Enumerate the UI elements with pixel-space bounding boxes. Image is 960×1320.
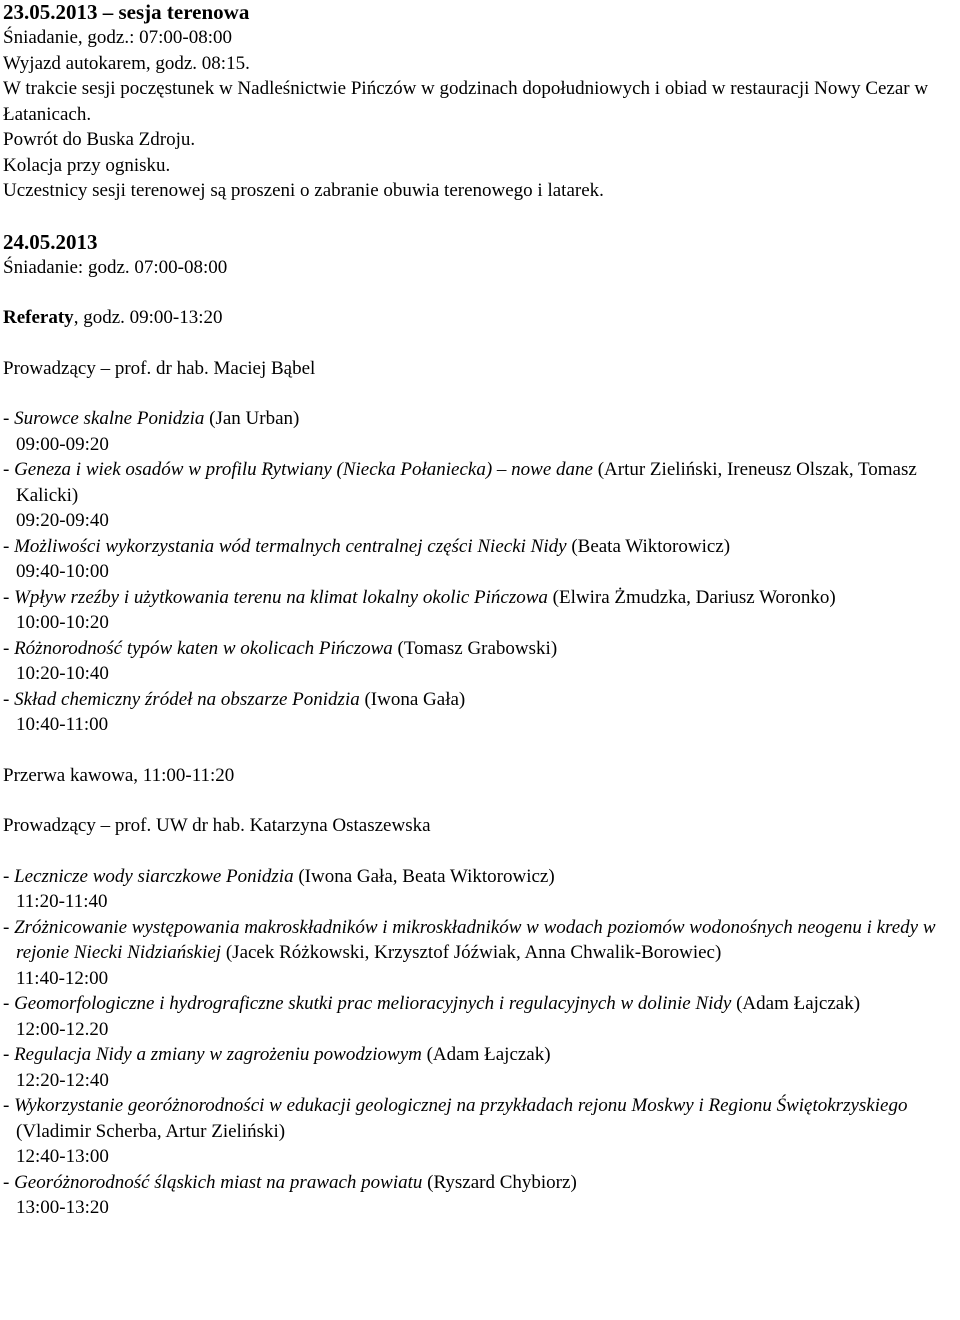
talk-title: Wpływ rzeźby i użytkowania terenu na klimat lokalny okolic Pińczowa bbox=[14, 586, 548, 608]
talk-entry: - Różnorodność typów katen w okolicach Pińczowa (Tomasz Grabowski) bbox=[3, 637, 558, 659]
talk-authors: (Vladimir Scherba, Artur Zieliński) bbox=[16, 1120, 286, 1142]
day1-line: Powrót do Buska Zdroju. bbox=[3, 129, 196, 150]
talk-title: Geomorfologiczne i hydrograficzne skutki prac melioracyjnych i regulacyjnych w dolinie Nidy bbox=[14, 993, 732, 1014]
talk-authors: (Iwona Gała, Beata Wiktorowicz) bbox=[293, 865, 555, 887]
talk-authors: (Elwira Żmudzka, Dariusz Woronko) bbox=[547, 586, 836, 608]
talk-authors: (Beata Wiktorowicz) bbox=[566, 535, 731, 557]
day2-breakfast: Śniadanie: godz. 07:00-08:00 bbox=[3, 256, 228, 278]
talk-entry: - Wpływ rzeźby i użytkowania terenu na klimat lokalny okolic Pińczowa (Elwira Żmudzka, Dariusz Woronko) bbox=[3, 586, 836, 608]
talk-time: 10:40-11:00 bbox=[16, 714, 109, 735]
talk-title: Surowce skalne Ponidzia bbox=[14, 408, 205, 429]
talk-entry: - Georóżnorodność śląskich miast na prawach powiatu (Ryszard Chybiorz) bbox=[3, 1171, 577, 1193]
talk-title: Zróżnicowanie występowania makroskładników i mikroskładników w wodach poziomów wodonośnych neogenu i kredy w rejonie Niecki Nidziańskiej bbox=[14, 916, 936, 963]
session1-talks bbox=[3, 406, 960, 738]
session2-talks bbox=[3, 864, 960, 1221]
day1-line: Kolacja przy ognisku. bbox=[3, 154, 171, 176]
day1-line: Śniadanie, godz.: 07:00-08:00 bbox=[3, 27, 233, 48]
talk-authors: (Adam Łajczak) bbox=[421, 1044, 551, 1065]
session1-chair: Prowadzący – prof. dr hab. Maciej Bąbel bbox=[3, 357, 316, 379]
talk-authors: (Tomasz Grabowski) bbox=[392, 637, 558, 659]
talk-entry: - Zróżnicowanie występowania makroskładników i mikroskładników w wodach poziomów wodonośnych neogenu i kredy w rejonie Niecki Nidziańskiej (Jacek Różkowski, Krzysztof Jóźwiak, Anna Chwalik-Borowiec) bbox=[3, 916, 936, 963]
coffee-break: Przerwa kawowa, 11:00-11:20 bbox=[3, 764, 235, 786]
talk-authors: (Iwona Gała) bbox=[359, 688, 466, 710]
talk-time: 12:20-12:40 bbox=[16, 1069, 109, 1091]
talk-entry: - Lecznicze wody siarczkowe Ponidzia (Iwona Gała, Beata Wiktorowicz) bbox=[3, 865, 555, 887]
talk-title: Geneza i wiek osadów w profilu Rytwiany (Niecka Połaniecka) – nowe dane bbox=[14, 459, 593, 480]
talk-title: Regulacja Nidy a zmiany w zagrożeniu powodziowym bbox=[14, 1044, 422, 1065]
talk-time: 13:00-13:20 bbox=[16, 1197, 109, 1218]
talk-time: 12:40-13:00 bbox=[16, 1146, 109, 1167]
talk-entry: - Geomorfologiczne i hydrograficzne skutki prac melioracyjnych i regulacyjnych w dolinie Nidy (Adam Łajczak) bbox=[3, 993, 861, 1014]
talk-title: Możliwości wykorzystania wód termalnych centralnej części Niecki Nidy bbox=[14, 535, 567, 557]
talk-time: 10:00-10:20 bbox=[16, 612, 109, 633]
talk-entry: - Regulacja Nidy a zmiany w zagrożeniu powodziowym (Adam Łajczak) bbox=[3, 1044, 551, 1065]
day1-line: W trakcie sesji poczęstunek w Nadleśnictwie Pińczów w godzinach dopołudniowych i obiad w restauracji Nowy Cezar w Łatanicach. bbox=[3, 78, 929, 125]
session2-chair: Prowadzący – prof. UW dr hab. Katarzyna Ostaszewska bbox=[3, 815, 431, 836]
talk-entry: - Skład chemiczny źródeł na obszarze Ponidzia (Iwona Gała) bbox=[3, 688, 466, 710]
talk-entry: - Geneza i wiek osadów w profilu Rytwiany (Niecka Połaniecka) – nowe dane (Artur Zieliński, Ireneusz Olszak, Tomasz Kalicki) bbox=[3, 459, 917, 506]
day1-line: Uczestnicy sesji terenowej są proszeni o zabranie obuwia terenowego i latarek. bbox=[3, 180, 604, 201]
talk-title: Lecznicze wody siarczkowe Ponidzia bbox=[14, 865, 294, 887]
talk-time: 09:20-09:40 bbox=[16, 510, 109, 531]
talk-entry: - Możliwości wykorzystania wód termalnych centralnej części Niecki Nidy (Beata Wiktorowicz) bbox=[3, 535, 731, 557]
talk-authors: (Artur Zieliński, Ireneusz Olszak, Tomasz Kalicki) bbox=[16, 459, 917, 506]
talk-time: 10:20-10:40 bbox=[16, 663, 109, 684]
talk-time: 11:40-12:00 bbox=[16, 967, 109, 989]
day2-heading: 24.05.2013 bbox=[3, 229, 98, 254]
talk-time: 09:00-09:20 bbox=[16, 433, 109, 455]
referaty-label: Referaty bbox=[3, 307, 74, 328]
talk-title: Georóżnorodność śląskich miast na prawach powiatu bbox=[14, 1171, 423, 1193]
day1-heading: 23.05.2013 – sesja terenowa bbox=[3, 0, 250, 24]
talk-title: Różnorodność typów katen w okolicach Pińczowa bbox=[14, 637, 393, 659]
referaty-time: , godz. 09:00-13:20 bbox=[73, 307, 223, 328]
talk-time: 12:00-12.20 bbox=[16, 1018, 109, 1040]
talk-time: 11:20-11:40 bbox=[16, 891, 108, 912]
talk-title: Wykorzystanie georóżnorodności w edukacji geologicznej na przykładach rejonu Moskwy i Regionu Świętokrzyskiego bbox=[14, 1095, 908, 1116]
talk-entry: - Surowce skalne Ponidzia (Jan Urban) bbox=[3, 408, 300, 429]
day1-line: Wyjazd autokarem, godz. 08:15. bbox=[3, 52, 250, 74]
talk-entry: - Wykorzystanie georóżnorodności w edukacji geologicznej na przykładach rejonu Moskwy i Regionu Świętokrzyskiego (Vladimir Scherba, Artur Zieliński) bbox=[3, 1095, 908, 1142]
talk-authors: (Adam Łajczak) bbox=[731, 993, 861, 1014]
talk-time: 09:40-10:00 bbox=[16, 561, 109, 582]
referaty-line bbox=[3, 305, 960, 331]
talk-title: Skład chemiczny źródeł na obszarze Ponidzia bbox=[14, 688, 360, 710]
talk-authors: (Jan Urban) bbox=[204, 408, 300, 429]
talk-authors: (Ryszard Chybiorz) bbox=[422, 1171, 577, 1193]
talk-authors: (Jacek Różkowski, Krzysztof Jóźwiak, Anna Chwalik-Borowiec) bbox=[221, 942, 722, 963]
